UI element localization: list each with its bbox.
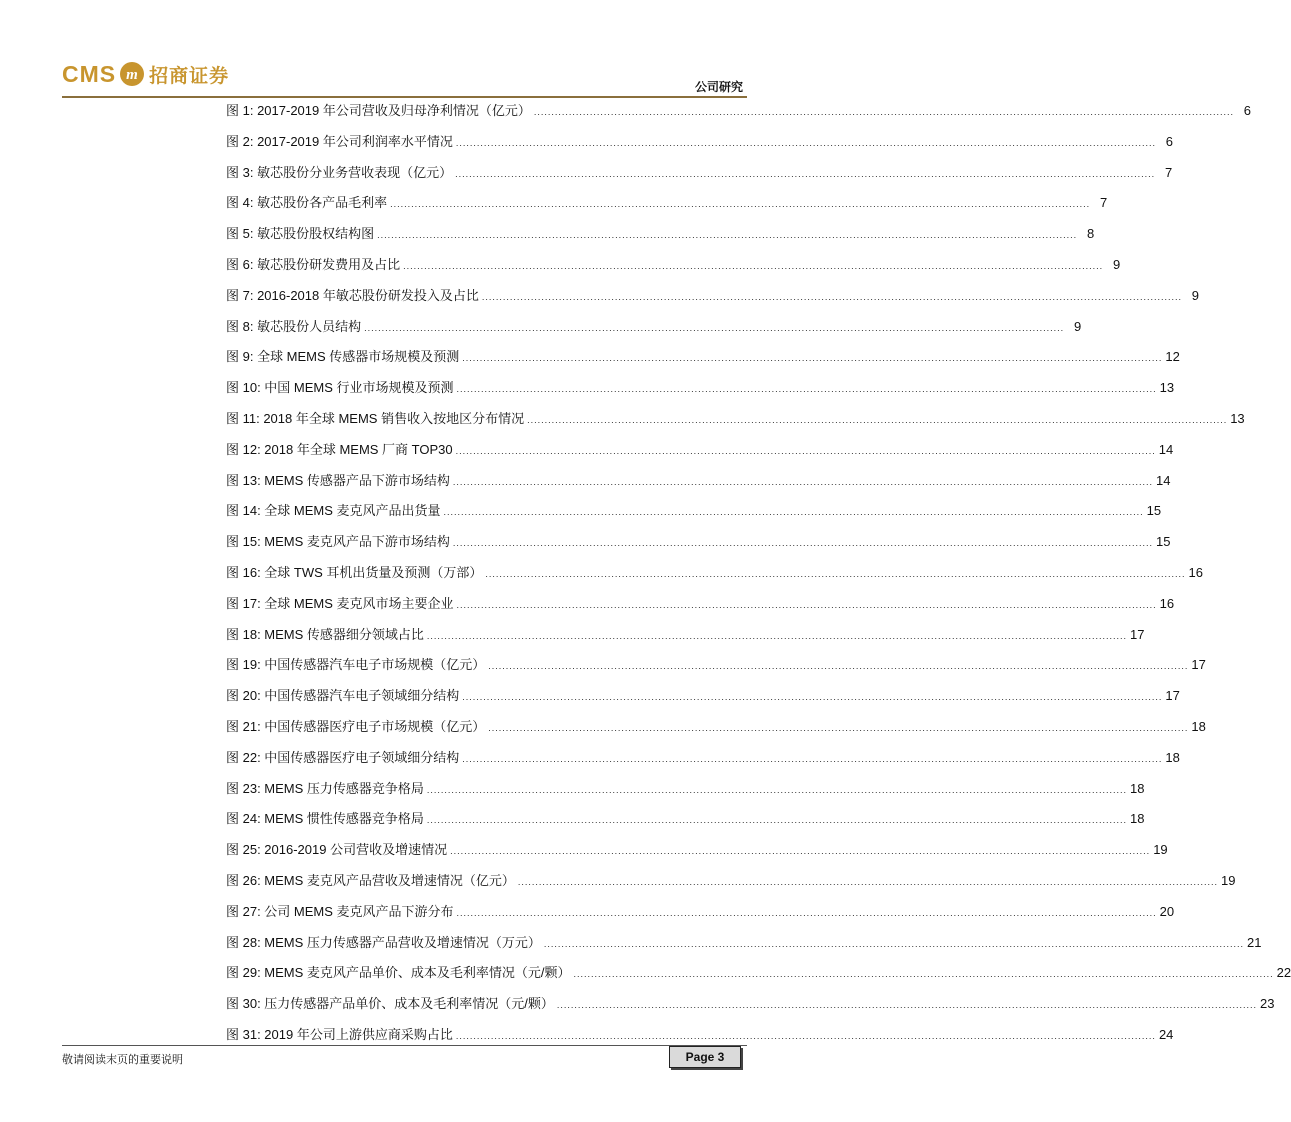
toc-entry[interactable] [226, 470, 1171, 501]
dot-leader: ........................................................................................................................................................................................................ [452, 538, 1154, 549]
toc-entry-page: 21 [1247, 934, 1262, 950]
toc-entry[interactable] [226, 932, 1262, 963]
toc-entry[interactable] [226, 716, 1206, 747]
toc-entry-label: 图 3: 敏芯股份分业务营收表现（亿元） [226, 164, 453, 180]
toc-entry-label: 图 4: 敏芯股份各产品毛利率 [226, 195, 388, 211]
toc-entry-label: 图 7: 2016-2018 年敏芯股份研发投入及占比 [226, 287, 479, 303]
page-number-box: Page 3 [669, 1046, 741, 1068]
dot-leader: ........................................................................................................................................................................................................ [456, 384, 1157, 395]
dot-leader: ........................................................................................................................................................................................................ [455, 137, 1156, 148]
toc-entry-label: 图 10: 中国 MEMS 行业市场规模及预测 [226, 380, 454, 396]
toc-entry[interactable] [226, 439, 1174, 470]
toc-entry-label: 图 13: MEMS 传感器产品下游市场结构 [226, 472, 450, 488]
dot-leader: ........................................................................................................................................................................................................ [403, 260, 1104, 271]
toc-entry-page: 17 [1191, 657, 1206, 673]
toc-entry-page: 23 [1260, 996, 1275, 1012]
dot-leader: ........................................................................................................................................................................................................ [462, 753, 1163, 764]
dot-leader: ........................................................................................................................................................................................................ [481, 291, 1182, 302]
toc-entry-label: 图 23: MEMS 压力传感器竞争格局 [226, 780, 424, 796]
toc-entry-page: 19 [1221, 872, 1236, 888]
logo-chinese-text: 招商证券 [149, 64, 230, 87]
toc-entry-page: 16 [1188, 564, 1203, 580]
toc-entry[interactable] [226, 316, 1082, 347]
dot-leader: ........................................................................................................................................................................................................ [533, 107, 1234, 117]
toc-entry[interactable] [226, 624, 1145, 655]
toc-entry[interactable] [226, 654, 1206, 685]
toc-entry-label: 图 11: 2018 年全球 MEMS 销售收入按地区分布情况 [226, 410, 525, 426]
dot-leader: ........................................................................................................................................................................................................ [426, 630, 1128, 641]
toc-entry[interactable] [226, 808, 1145, 839]
toc-entry-page: 18 [1165, 749, 1180, 765]
logo-badge-letter: m [126, 67, 138, 83]
toc-entry[interactable] [226, 377, 1175, 408]
toc-entry[interactable] [226, 285, 1199, 316]
toc-entry-label: 图 27: 公司 MEMS 麦克风产品下游分布 [226, 903, 454, 919]
toc-entry-page: 14 [1158, 441, 1174, 457]
header-divider [62, 96, 747, 98]
dot-leader: ........................................................................................................................................................................................................ [462, 353, 1163, 364]
toc-entry[interactable] [226, 162, 1173, 193]
toc-entry-page: 6 [1165, 133, 1173, 149]
toc-entry-label: 图 5: 敏芯股份股权结构图 [226, 226, 375, 242]
toc-entry-page: 15 [1146, 503, 1162, 519]
toc-entry[interactable] [226, 562, 1203, 593]
toc-entry[interactable] [226, 685, 1180, 716]
dot-leader: ........................................................................................................................................................................................................ [462, 692, 1163, 703]
dot-leader: ........................................................................................................................................................................................................ [450, 846, 1151, 857]
toc-entry[interactable] [226, 223, 1095, 254]
toc-entry[interactable] [226, 593, 1175, 624]
toc-entry-page: 17 [1130, 626, 1145, 642]
toc-entry[interactable] [226, 346, 1180, 377]
toc-entry[interactable] [226, 131, 1173, 162]
toc-entry-label: 图 8: 敏芯股份人员结构 [226, 318, 362, 334]
toc-entry[interactable] [226, 531, 1171, 562]
logo-badge-icon [120, 62, 144, 86]
dot-leader: ........................................................................................................................................................................................................ [456, 599, 1157, 610]
dot-leader: ........................................................................................................................................................................................................ [485, 568, 1186, 579]
toc-entry-label: 图 17: 全球 MEMS 麦克风市场主要企业 [226, 595, 454, 611]
toc-entry-page: 12 [1165, 349, 1180, 365]
dot-leader: ........................................................................................................................................................................................................ [455, 1030, 1156, 1041]
footer-divider [62, 1045, 747, 1046]
toc-entry-label: 图 2: 2017-2019 年公司利润率水平情况 [226, 133, 453, 149]
toc-entry-page: 14 [1156, 472, 1171, 488]
toc-entry-page: 13 [1159, 380, 1175, 396]
dot-leader: ........................................................................................................................................................................................................ [426, 784, 1128, 795]
toc-entry-label: 图 30: 压力传感器产品单价、成本及毛利率情况（元/颗） [226, 996, 554, 1012]
toc-entry-page: 9 [1073, 318, 1082, 334]
toc-entry-page: 18 [1130, 811, 1145, 827]
dot-leader: ........................................................................................................................................................................................................ [573, 969, 1274, 980]
toc-entry-label: 图 21: 中国传感器医疗电子市场规模（亿元） [226, 718, 486, 734]
toc-entry-page: 7 [1164, 164, 1173, 180]
toc-entry[interactable] [226, 901, 1175, 932]
toc-entry-label: 图 31: 2019 年公司上游供应商采购占比 [226, 1026, 453, 1042]
toc-entry-page: 18 [1191, 718, 1206, 734]
toc-entry[interactable] [226, 747, 1180, 778]
toc-entry-label: 图 14: 全球 MEMS 麦克风产品出货量 [226, 503, 441, 519]
dot-leader: ........................................................................................................................................................................................................ [543, 938, 1245, 949]
toc-entry-label: 图 24: MEMS 惯性传感器竞争格局 [226, 811, 424, 827]
dot-leader: ........................................................................................................................................................................................................ [455, 168, 1156, 179]
toc-entry-label: 图 12: 2018 年全球 MEMS 厂商 TOP30 [226, 441, 453, 457]
toc-entry-label: 图 29: MEMS 麦克风产品单价、成本及毛利率情况（元/颗） [226, 965, 571, 981]
toc-entry-page: 24 [1158, 1026, 1174, 1042]
toc-entry[interactable] [226, 778, 1145, 809]
toc-entry-page: 16 [1159, 595, 1175, 611]
logo-latin-text: CMS [62, 60, 117, 87]
toc-entry-page: 18 [1130, 780, 1145, 796]
toc-entry[interactable] [226, 408, 1245, 439]
toc-entry-label: 图 25: 2016-2019 公司营收及增速情况 [226, 842, 448, 858]
toc-entry-page: 19 [1153, 842, 1168, 858]
toc-entry-label: 图 9: 全球 MEMS 传感器市场规模及预测 [226, 349, 460, 365]
toc-entry-page: 17 [1165, 688, 1180, 704]
cms-logo [62, 60, 229, 88]
dot-leader: ........................................................................................................................................................................................................ [488, 722, 1189, 733]
toc-entry-page: 6 [1243, 103, 1251, 118]
page-header [62, 58, 747, 98]
toc-entry-page: 13 [1230, 410, 1245, 426]
dot-leader: ........................................................................................................................................................................................................ [377, 230, 1078, 241]
toc-entry[interactable] [226, 254, 1121, 285]
dot-leader: ........................................................................................................................................................................................................ [364, 322, 1065, 333]
toc-entry-label: 图 20: 中国传感器汽车电子领域细分结构 [226, 688, 460, 704]
disclaimer-note: 敬请阅读末页的重要说明 [62, 1053, 183, 1066]
toc-entry-label: 图 15: MEMS 麦克风产品下游市场结构 [226, 534, 450, 550]
dot-leader: ........................................................................................................................................................................................................ [452, 476, 1154, 487]
dot-leader: ........................................................................................................................................................................................................ [443, 507, 1144, 518]
toc-entry-label: 图 16: 全球 TWS 耳机出货量及预测（万部） [226, 564, 483, 580]
toc-entry-label: 图 19: 中国传感器汽车电子市场规模（亿元） [226, 657, 486, 673]
toc-entry-page: 9 [1112, 256, 1121, 272]
toc-entry[interactable] [226, 962, 1291, 993]
toc-entry-label: 图 18: MEMS 传感器细分领域占比 [226, 626, 424, 642]
toc-entry[interactable] [226, 870, 1236, 901]
dot-leader: ........................................................................................................................................................................................................ [488, 661, 1189, 672]
dot-leader: ........................................................................................................................................................................................................ [556, 1000, 1258, 1011]
figure-list [226, 100, 1291, 1055]
toc-entry-page: 7 [1099, 195, 1108, 211]
toc-entry-page: 9 [1191, 287, 1199, 303]
toc-entry-label: 图 26: MEMS 麦克风产品营收及增速情况（亿元） [226, 872, 515, 888]
toc-entry-label: 图 1: 2017-2019 年公司营收及归母净利情况（亿元） [226, 103, 531, 118]
dot-leader: ........................................................................................................................................................................................................ [426, 815, 1128, 826]
page-footer [62, 1045, 747, 1075]
toc-entry[interactable] [226, 192, 1108, 223]
dot-leader: ........................................................................................................................................................................................................ [456, 907, 1157, 918]
dot-leader: ........................................................................................................................................................................................................ [527, 414, 1228, 425]
toc-entry-page: 22 [1276, 965, 1291, 981]
dot-leader: ........................................................................................................................................................................................................ [455, 445, 1156, 456]
toc-entry-page: 8 [1086, 226, 1095, 242]
toc-entry-label: 图 22: 中国传感器医疗电子领域细分结构 [226, 749, 460, 765]
dot-leader: ........................................................................................................................................................................................................ [390, 199, 1091, 210]
toc-entry[interactable] [226, 100, 1251, 131]
toc-entry-page: 15 [1156, 534, 1171, 550]
toc-entry-page: 20 [1159, 903, 1175, 919]
dot-leader: ........................................................................................................................................................................................................ [517, 876, 1219, 887]
section-label: 公司研究 [694, 80, 743, 94]
toc-entry[interactable] [226, 500, 1162, 531]
toc-entry[interactable] [226, 839, 1168, 870]
toc-entry[interactable] [226, 993, 1275, 1024]
toc-entry-label: 图 6: 敏芯股份研发费用及占比 [226, 256, 401, 272]
logo-emblem [120, 62, 144, 86]
toc-entry-label: 图 28: MEMS 压力传感器产品营收及增速情况（万元） [226, 934, 541, 950]
